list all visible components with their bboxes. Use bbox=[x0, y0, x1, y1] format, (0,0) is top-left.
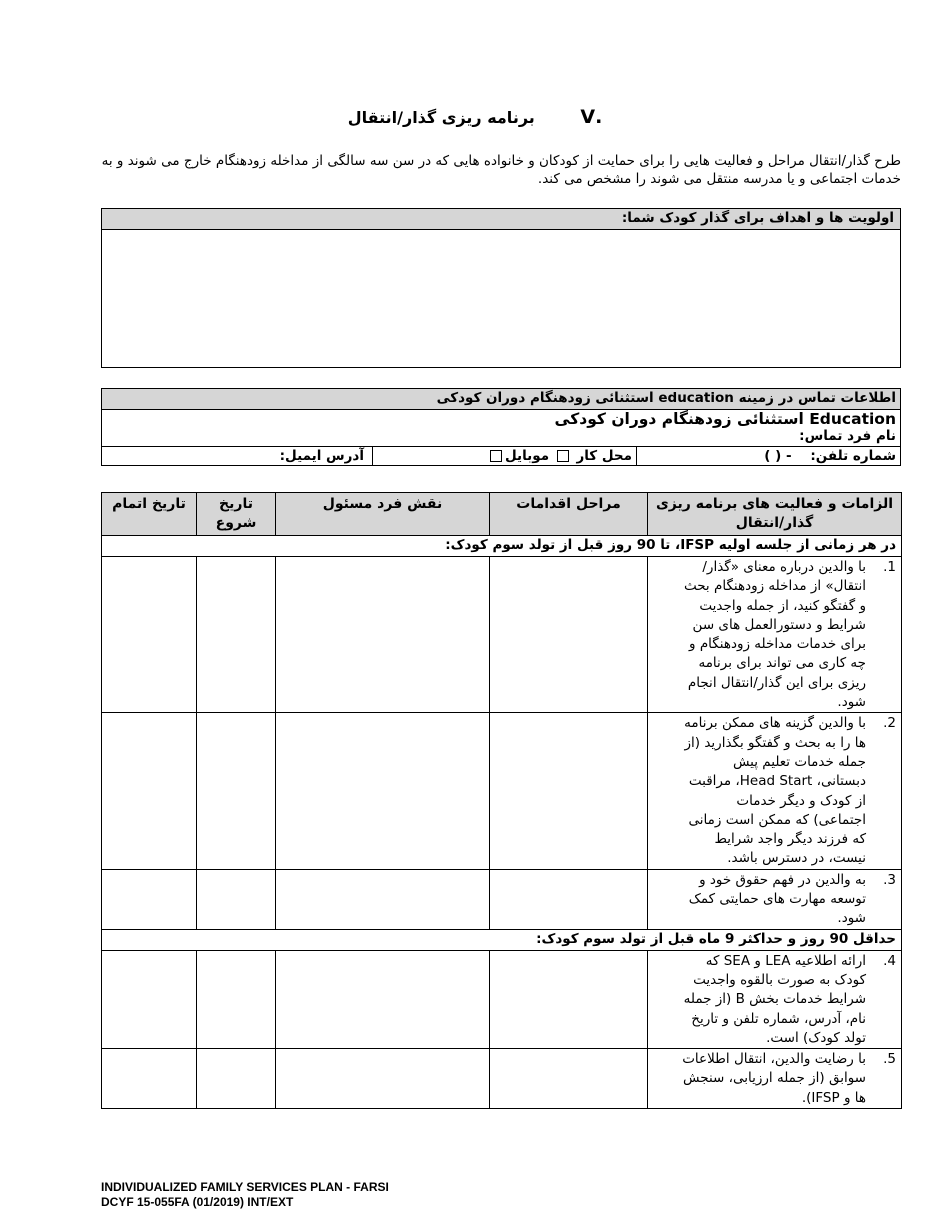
contact-header: اطلاعات تماس در زمینه education استثنائی زودهنگام دوران کودکی bbox=[102, 389, 901, 410]
section2-label: حداقل 90 روز و حداکثر 9 ماه قبل از تولد سوم کودک: bbox=[102, 929, 902, 950]
table-row bbox=[102, 1049, 902, 1109]
table-row bbox=[102, 557, 902, 713]
mobile-label: موبایل bbox=[504, 448, 550, 464]
intro-paragraph: طرح گذار/انتقال مراحل و فعالیت هایی را برای حمایت از کودکان و خانواده هایی که در سن سه سالگی از مداخله زودهنگام خارج می شوند و به خدمات اجتماعی و یا مدرسه منتقل می شوند را مشخص می کند. bbox=[101, 153, 901, 187]
row-number: 3. bbox=[883, 871, 896, 888]
section1-label: در هر زمانی از جلسه اولیه IFSP، تا 90 روز قبل از تولد سوم کودک: bbox=[102, 536, 902, 557]
steps-cell[interactable] bbox=[490, 1049, 648, 1109]
start-date-cell[interactable] bbox=[197, 950, 276, 1048]
start-date-cell[interactable] bbox=[197, 1049, 276, 1109]
phone-mask: ( ) - bbox=[764, 448, 792, 464]
activity-cell bbox=[648, 869, 902, 929]
transition-table bbox=[101, 492, 902, 1109]
contact-name-label[interactable]: نام فرد تماس: bbox=[799, 428, 896, 444]
work-label: محل کار bbox=[576, 448, 632, 464]
steps-cell[interactable] bbox=[490, 557, 648, 713]
phone-type-field bbox=[373, 447, 637, 466]
steps-cell[interactable] bbox=[490, 869, 648, 929]
col-header-end-date: تاریخ اتمام bbox=[102, 493, 197, 536]
end-date-cell[interactable] bbox=[102, 950, 197, 1048]
activity-cell bbox=[648, 557, 902, 713]
activity-text: با والدین گزینه های ممکن برنامه ها را به بحث و گفتگو بگذارید (از جمله خدمات تعلیم پیش دبستانی، Head Start، مراقبت از کودک و دیگر خدمات اجتماعی) که ممکن است زمانی که فرزند دیگر واجد شرایط نیست، در دسترس باشد. bbox=[684, 715, 866, 867]
priorities-box[interactable] bbox=[101, 208, 901, 368]
start-date-cell[interactable] bbox=[197, 869, 276, 929]
activity-text: با رضایت والدین، انتقال اطلاعات سوابق (از جمله ارزیابی، سنجش ها و IFSP). bbox=[682, 1051, 866, 1106]
role-cell[interactable] bbox=[276, 1049, 490, 1109]
start-date-cell[interactable] bbox=[197, 713, 276, 869]
col-header-steps: مراحل اقدامات bbox=[490, 493, 648, 536]
end-date-cell[interactable] bbox=[102, 713, 197, 869]
role-cell[interactable] bbox=[276, 557, 490, 713]
steps-cell[interactable] bbox=[490, 713, 648, 869]
contact-line1: Education استثنائی زودهنگام دوران کودکی bbox=[554, 410, 896, 428]
contact-table bbox=[101, 388, 901, 466]
priorities-header: اولویت ها و اهداف برای گذار کودک شما: bbox=[102, 209, 900, 230]
footer bbox=[101, 1180, 389, 1210]
table-row bbox=[102, 869, 902, 929]
section-title-text: برنامه ریزی گذار/انتقال bbox=[347, 108, 535, 127]
activity-cell bbox=[648, 1049, 902, 1109]
col-header-role: نقش فرد مسئول bbox=[276, 493, 490, 536]
phone-field[interactable] bbox=[637, 447, 901, 466]
role-cell[interactable] bbox=[276, 713, 490, 869]
steps-cell[interactable] bbox=[490, 950, 648, 1048]
activity-text: با والدین درباره معنای «گذار/انتقال» از مداخله زودهنگام بحث و گفتگو کنید، از جمله واجدیت شرایط و دستورالعمل های سن برای خدمات مداخله زودهنگام و چه کاری می تواند برای برنامه ریزی برای این گذار/انتقال انجام شود. bbox=[683, 559, 866, 711]
phone-label: شماره تلفن: bbox=[810, 448, 896, 464]
col-header-activities: الزامات و فعالیت های برنامه ریزی گذار/انتقال bbox=[648, 493, 902, 536]
email-label: آدرس ایمیل: bbox=[279, 448, 364, 464]
activity-cell bbox=[648, 713, 902, 869]
start-date-cell[interactable] bbox=[197, 557, 276, 713]
role-cell[interactable] bbox=[276, 869, 490, 929]
mobile-checkbox[interactable] bbox=[490, 450, 502, 462]
row-number: 5. bbox=[883, 1051, 896, 1068]
table-row bbox=[102, 950, 902, 1048]
activity-cell bbox=[648, 950, 902, 1048]
activity-text: ارائه اطلاعیه LEA و SEA که کودک به صورت بالقوه واجدیت شرایط خدمات بخش B (از جمله نام، آدرس، شماره تلفن و تاریخ تولد کودک) است. bbox=[683, 952, 866, 1046]
end-date-cell[interactable] bbox=[102, 869, 197, 929]
col-header-start-date: تاریخ شروع bbox=[197, 493, 276, 536]
footer-line1: INDIVIDUALIZED FAMILY SERVICES PLAN - FARSI bbox=[101, 1180, 389, 1194]
end-date-cell[interactable] bbox=[102, 557, 197, 713]
email-field[interactable] bbox=[102, 447, 373, 466]
activity-text: به والدین در فهم حقوق خود و توسعه مهارت های حمایتی کمک شود. bbox=[688, 871, 866, 927]
footer-line2: DCYF 15-055FA (01/2019) INT/EXT bbox=[101, 1195, 294, 1209]
work-checkbox[interactable] bbox=[557, 450, 569, 462]
row-number: 4. bbox=[883, 952, 896, 969]
role-cell[interactable] bbox=[276, 950, 490, 1048]
row-number: 1. bbox=[883, 559, 896, 575]
table-row bbox=[102, 713, 902, 869]
section-title bbox=[0, 106, 950, 128]
row-number: 2. bbox=[883, 715, 896, 732]
end-date-cell[interactable] bbox=[102, 1049, 197, 1109]
section-number: .V bbox=[580, 106, 603, 128]
